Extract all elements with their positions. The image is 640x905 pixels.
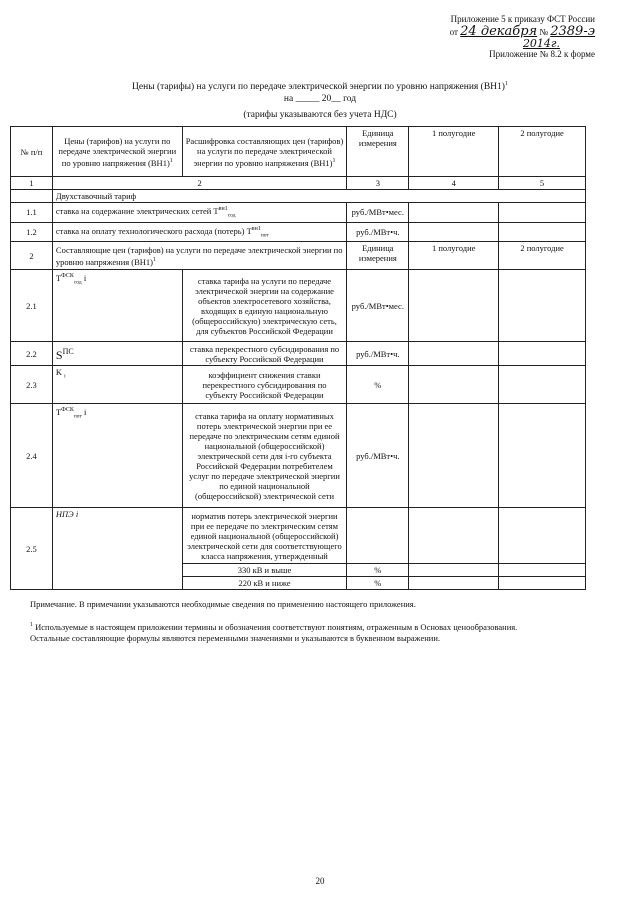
table-row: 330 кВ и выше % [11,564,586,577]
table-row: 2.2 $S^{ПС}$ ставка перекрестного субсидирования по субъекту Российской Федерации руб./МВт•ч. [11,342,586,366]
value-cell[interactable] [499,366,586,404]
footnote: $^1$ Используемые в настоящем приложении термины и обозначения соответствуют понятиям, отраженным в Основах ценообразования. Остальные составляющие формулы являются переменными значениями и указываются в буквенном выражении. [30,621,518,643]
row-1-1-text: ставка на содержание электрических сетей $T^{вн1}_{сод}$ [52,203,346,223]
title-period: на _____ 20__ год [283,94,357,104]
value-cell[interactable] [409,564,499,577]
order-reference [450,14,595,60]
header-unit: Единица измерения [347,127,409,177]
value-cell[interactable] [499,342,586,366]
table-row: 2 Составляющие цен (тарифов) на услуги по передаче электрической энергии по уровню напряжения $(ВН1)^1$ Единица измерения 1 полугодие 2 полугодие [11,242,586,270]
title-vat-note: (тарифы указываются без учета НДС) [243,110,397,120]
table-row: 220 кВ и ниже % [11,577,586,590]
remark-note: Примечание. В примечании указываются необходимые сведения по применению настоящего приложения. [30,599,416,609]
symbol-t-fsk-pot: $T^{ФСК}_{пот}$ i [52,404,182,508]
value-cell[interactable] [409,203,499,223]
value-cell[interactable] [499,404,586,508]
column-number-row: 1 2 3 4 5 [11,177,586,190]
tariff-table [10,126,586,590]
row-2-text: Составляющие цен (тарифов) на услуги по передаче электрической энергии по уровню напряжения $(ВН1)^1$ [52,242,346,270]
table-row: 2.5 НПЭ i норматив потерь электрической энергии при ее передаче по электрическим сетям единой национальной (общероссийской) электрической сети для соответствующего класса напряжения, утвержденный [11,508,586,564]
table-row: 2.1 $T^{ФСК}_{сод}$ i ставка тарифа на услуги по передаче электрической энергии на содержание объектов электросетевого хозяйства, входящих в единую национальную (общероссийскую) электрическую сеть, для субъектов Российской Федерации руб./МВт•мес. [11,270,586,342]
header-breakdown: Расшифровка составляющих цен (тарифов) на услуги по передаче электрической энергии по уровню напряжения $(ВН1)^1$ [182,127,347,177]
value-cell[interactable] [499,577,586,590]
symbol-s-ps: $S^{ПС}$ [52,342,182,366]
header-num: № п/п [11,127,53,177]
symbol-k: K $_i$ [52,366,182,404]
symbol-npe: НПЭ i [52,508,182,590]
handwritten-number: 2389-э [550,24,595,39]
table-row: 2.3 K $_i$ коэффициент снижения ставки перекрестного субсидирования по субъекту Российской Федерации % [11,366,586,404]
value-cell[interactable] [409,270,499,342]
form-reference: Приложение № 8.2 к форме [489,49,595,59]
value-cell[interactable] [409,577,499,590]
header-half1: 1 полугодие [409,127,499,177]
handwritten-date: 24 декабря [460,24,538,39]
value-cell[interactable] [499,222,586,242]
value-cell[interactable] [409,366,499,404]
value-cell[interactable] [409,342,499,366]
value-cell[interactable] [499,564,586,577]
handwritten-year: 2014г. [522,37,560,50]
value-cell[interactable] [499,203,586,223]
value-cell[interactable] [409,222,499,242]
table-row: 1.2 ставка на оплату технологического расхода (потерь) $T^{вн1}_{пот}$ руб./МВт•ч. [11,222,586,242]
order-line: Приложение 5 к приказу ФСТ России [450,14,595,24]
table-row: 1.1 ставка на содержание электрических сетей $T^{вн1}_{сод}$ руб./МВт•мес. [11,203,586,223]
document-title: Цены (тарифы) на услуги по передаче электрической энергии по уровню напряжения $(ВН1)^1$ [132,81,508,93]
two-part-tariff-row: Двухставочный тариф [11,190,586,203]
value-cell[interactable] [499,270,586,342]
header-prices: Цены (тарифов) на услуги по передаче электрической энергии по уровню напряжения $(ВН1)^1$ [52,127,182,177]
page-number: 20 [315,876,325,886]
header-half2: 2 полугодие [499,127,586,177]
order-date-line: от 24 декабря № 2389-э [449,24,595,39]
row-1-2-text: ставка на оплату технологического расхода (потерь) $T^{вн1}_{пот}$ [52,222,346,242]
value-cell[interactable] [409,404,499,508]
table-row: 2.4 $T^{ФСК}_{пот}$ i ставка тарифа на оплату нормативных потерь электрической энергии при ее передаче по электрическим сетям единой национальной (общероссийской) электрической сети для i-го субъекта Российской Федерации потребителем услуг по передаче электрической энергии по единой национальной (общероссийской) электрической сети руб./МВт•ч. [11,404,586,508]
table-header-row [11,127,586,177]
symbol-t-fsk-sod: $T^{ФСК}_{сод}$ i [52,270,182,342]
